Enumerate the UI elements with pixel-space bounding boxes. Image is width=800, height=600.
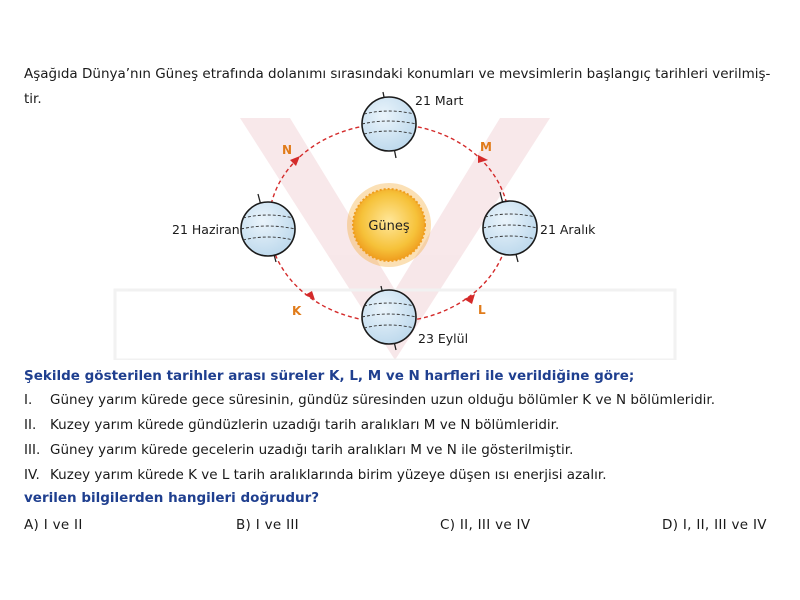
sun-label: Güneş: [368, 219, 410, 234]
earth-icon-left: [241, 194, 295, 262]
option-text: I ve II: [43, 517, 83, 533]
option-letter: B): [236, 517, 252, 533]
option-text: II, III ve IV: [459, 517, 531, 533]
arc-label-k: K: [292, 304, 302, 318]
question-tail: verilen bilgilerden hangileri doğrudur?: [24, 490, 320, 506]
statement-text: Kuzey yarım kürede K ve L tarih aralıklarında birim yüzeye düşen ısı enerjisi azalır.: [50, 467, 607, 483]
arc-label-n: N: [282, 143, 293, 157]
date-label-left: 21 Haziran: [172, 222, 240, 237]
option-letter: A): [24, 517, 40, 533]
arc-label-m: M: [480, 140, 492, 154]
arc-label-l: L: [478, 303, 486, 317]
statement-text: Güney yarım kürede gece süresinin, gündüz süresinden uzun olduğu bölümler K ve N bölümleridir.: [50, 392, 715, 408]
question-lead: Şekilde gösterilen tarihler arası süreler K, L, M ve N harfleri ile verildiğine göre;: [24, 368, 635, 384]
option-d[interactable]: [662, 517, 767, 533]
statement-number: I.: [24, 392, 33, 408]
statement-number: IV.: [24, 467, 40, 483]
date-label-right: 21 Aralık: [540, 222, 596, 237]
intro-text: Aşağıda Dünya’nın Güneş etrafında dolanımı sırasındaki konumları ve mevsimlerin başlangıç tarihleri verilmiş-tir.: [24, 66, 771, 107]
statement-text: Kuzey yarım kürede gündüzlerin uzadığı tarih aralıkları M ve N bölümleridir.: [50, 417, 560, 433]
option-text: I ve III: [255, 517, 299, 533]
statement-text: Güney yarım kürede gecelerin uzadığı tarih aralıkları M ve N ile gösterilmiştir.: [50, 442, 574, 458]
option-letter: D): [662, 517, 679, 533]
statement-1: [24, 392, 715, 408]
option-c[interactable]: [440, 517, 530, 533]
option-b[interactable]: [236, 517, 299, 533]
earth-icon-top: [362, 92, 416, 158]
arrow-k: [305, 291, 315, 300]
statement-2: [24, 417, 559, 433]
date-label-top: 21 Mart: [415, 93, 464, 108]
statement-number: II.: [24, 417, 37, 433]
statement-3: [24, 442, 573, 458]
option-letter: C): [440, 517, 456, 533]
statement-number: III.: [24, 442, 41, 458]
date-label-bottom: 23 Eylül: [418, 331, 469, 346]
statement-4: [24, 467, 607, 483]
arrow-l: [464, 294, 475, 304]
option-a[interactable]: [24, 517, 83, 533]
option-text: I, II, III ve IV: [682, 517, 767, 533]
